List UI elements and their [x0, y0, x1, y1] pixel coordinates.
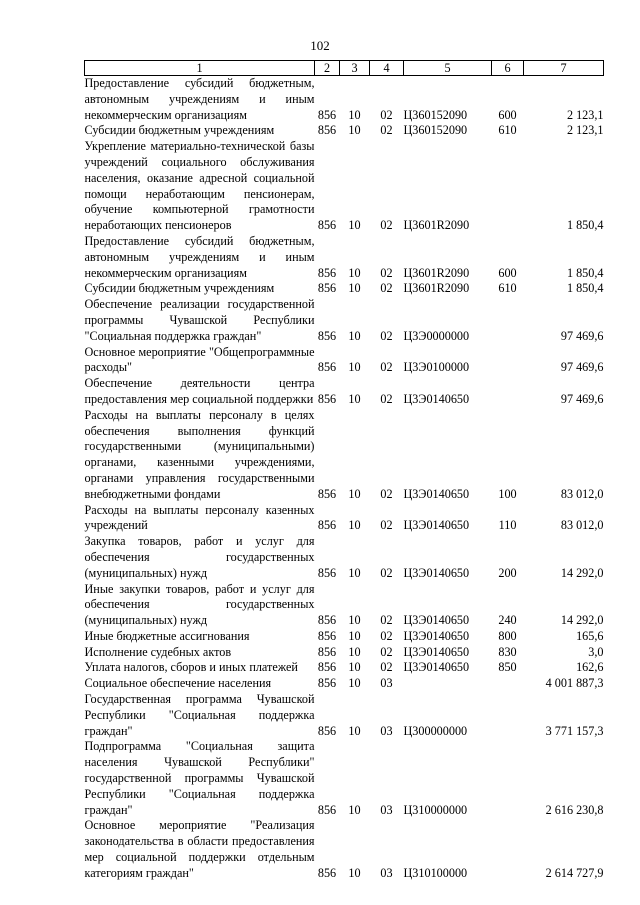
- table-row: [85, 503, 604, 535]
- row-name: Субсидии бюджетным учреждениям: [84, 281, 275, 296]
- row-section-code: 10: [348, 613, 361, 628]
- row-section-code: 10: [348, 281, 361, 296]
- row-expense-type-code: 800: [498, 628, 517, 643]
- row-grbs-code: 856: [317, 613, 337, 628]
- row-section-code: 10: [348, 486, 361, 501]
- table-row: [85, 534, 604, 581]
- row-expense-type-code: [492, 345, 524, 377]
- row-grbs-code: 856: [317, 628, 337, 643]
- row-name: Укрепление материально-технической базы учреждений социального обслуживания населения, оказание адресной социальной помощи неработающим пенсионерам, обучение компьютерной грамотности неработающих пенсионеров: [84, 139, 315, 233]
- table-row: [85, 234, 604, 281]
- row-target-article-code: Ц3601R2090: [403, 218, 470, 233]
- row-subsection-code: 03: [380, 802, 393, 817]
- row-name: Предоставление субсидий бюджетным, автономным учреждениям и иным некоммерческим организациям: [84, 76, 315, 122]
- row-amount: 165,6: [576, 628, 604, 643]
- row-section-code: 10: [348, 676, 361, 691]
- row-subsection-code: 02: [380, 518, 393, 533]
- row-target-article-code: Ц310000000: [403, 802, 468, 817]
- row-subsection-code: 02: [380, 391, 393, 406]
- table-row: [85, 692, 604, 739]
- row-target-article-code: Ц300000000: [403, 723, 468, 738]
- row-section-code: 10: [348, 723, 361, 738]
- table-row: [85, 660, 604, 676]
- table-row: [85, 376, 604, 408]
- row-section-code: 10: [348, 865, 361, 880]
- row-target-article-code: Ц360152090: [403, 123, 468, 138]
- row-amount: 162,6: [576, 660, 604, 675]
- table-row: [85, 582, 604, 629]
- column-number-header: [85, 61, 604, 76]
- row-amount: 2 614 727,9: [545, 865, 604, 880]
- column-header-5: 5: [404, 61, 492, 76]
- table-row: [85, 297, 604, 344]
- column-header-7: 7: [524, 61, 604, 76]
- row-section-code: 10: [348, 218, 361, 233]
- row-grbs-code: 856: [317, 565, 337, 580]
- row-amount: 14 292,0: [560, 565, 604, 580]
- row-target-article-code: Ц3Э0140650: [403, 628, 470, 643]
- row-grbs-code: 856: [317, 723, 337, 738]
- row-target-article-code: Ц3Э0140650: [403, 660, 470, 675]
- row-grbs-code: 856: [317, 676, 337, 691]
- row-section-code: 10: [348, 391, 361, 406]
- row-name: Исполнение судебных актов: [84, 644, 232, 659]
- row-section-code: 10: [348, 328, 361, 343]
- row-amount: 83 012,0: [560, 486, 604, 501]
- row-name: Иные бюджетные ассигнования: [84, 628, 250, 643]
- row-expense-type-code: [492, 297, 524, 344]
- row-name: Иные закупки товаров, работ и услуг для обеспечения государственных (муниципальных) нужд: [84, 581, 315, 628]
- table-row: [85, 281, 604, 297]
- row-target-article-code: Ц3Э0140650: [403, 518, 470, 533]
- row-name: Государственная программа Чувашской Республики "Социальная поддержка граждан": [84, 692, 315, 738]
- row-grbs-code: 856: [317, 107, 337, 122]
- column-header-2: 2: [315, 61, 340, 76]
- row-grbs-code: 856: [317, 265, 337, 280]
- row-target-article-code: Ц3Э0100000: [403, 360, 470, 375]
- row-amount: 1 850,4: [566, 281, 604, 296]
- row-grbs-code: 856: [317, 123, 337, 138]
- table-row: [85, 76, 604, 124]
- row-subsection-code: 02: [380, 265, 393, 280]
- row-expense-type-code: 110: [498, 518, 517, 533]
- table-row: [85, 739, 604, 818]
- row-section-code: 10: [348, 565, 361, 580]
- row-name: Уплата налогов, сборов и иных платежей: [84, 660, 298, 675]
- row-grbs-code: 856: [317, 660, 337, 675]
- row-subsection-code: 03: [380, 723, 393, 738]
- column-header-6: 6: [492, 61, 524, 76]
- row-expense-type-code: 240: [498, 613, 517, 628]
- row-amount: 4 001 887,3: [545, 676, 604, 691]
- row-target-article-code: Ц360152090: [403, 107, 468, 122]
- row-amount: 97 469,6: [560, 328, 604, 343]
- row-section-code: 10: [348, 265, 361, 280]
- row-expense-type-code: 850: [498, 660, 517, 675]
- table-row: [85, 123, 604, 139]
- row-grbs-code: 856: [317, 802, 337, 817]
- row-name: Основное мероприятие "Общепрограммные расходы": [84, 344, 315, 375]
- table-row: [85, 408, 604, 503]
- column-header-3: 3: [340, 61, 370, 76]
- row-subsection-code: 02: [380, 328, 393, 343]
- row-target-article-code: Ц310100000: [403, 865, 468, 880]
- row-grbs-code: 856: [317, 391, 337, 406]
- row-subsection-code: 02: [380, 628, 393, 643]
- row-amount: 83 012,0: [560, 518, 604, 533]
- row-grbs-code: 856: [317, 328, 337, 343]
- row-subsection-code: 02: [380, 360, 393, 375]
- row-grbs-code: 856: [317, 281, 337, 296]
- row-expense-type-code: 600: [498, 265, 517, 280]
- column-header-1: 1: [85, 61, 315, 76]
- row-expense-type-code: [492, 676, 524, 692]
- row-subsection-code: 02: [380, 565, 393, 580]
- row-expense-type-code: 830: [498, 644, 517, 659]
- row-target-article-code: Ц3601R2090: [403, 265, 470, 280]
- row-expense-type-code: [492, 376, 524, 408]
- row-amount: 2 123,1: [566, 123, 604, 138]
- row-grbs-code: 856: [317, 218, 337, 233]
- row-subsection-code: 03: [380, 676, 393, 691]
- row-target-article-code: Ц3Э0140650: [403, 486, 470, 501]
- row-name: Расходы на выплаты персоналу казенных учреждений: [84, 502, 315, 533]
- row-expense-type-code: [492, 139, 524, 234]
- row-expense-type-code: 610: [498, 123, 517, 138]
- row-grbs-code: 856: [317, 360, 337, 375]
- row-subsection-code: 02: [380, 644, 393, 659]
- row-amount: 2 123,1: [566, 107, 604, 122]
- row-subsection-code: 02: [380, 123, 393, 138]
- row-grbs-code: 856: [317, 644, 337, 659]
- row-subsection-code: 03: [380, 865, 393, 880]
- row-target-article-code: Ц3Э0140650: [403, 565, 470, 580]
- row-expense-type-code: [492, 692, 524, 739]
- table-row: [85, 676, 604, 692]
- row-section-code: 10: [348, 360, 361, 375]
- budget-table: [84, 60, 604, 882]
- row-section-code: 10: [348, 107, 361, 122]
- row-grbs-code: 856: [317, 518, 337, 533]
- row-expense-type-code: 200: [498, 565, 517, 580]
- row-amount: 1 850,4: [566, 218, 604, 233]
- row-subsection-code: 02: [380, 281, 393, 296]
- row-name: Обеспечение реализации государственной программы Чувашской Республики "Социальная поддержка граждан": [84, 297, 315, 343]
- row-expense-type-code: 100: [498, 486, 517, 501]
- row-target-article-code: Ц3Э0000000: [403, 328, 470, 343]
- row-amount: 2 616 230,8: [545, 802, 604, 817]
- row-name: Социальное обеспечение населения: [84, 676, 272, 691]
- row-target-article-code: Ц3601R2090: [403, 281, 470, 296]
- table-row: [85, 818, 604, 881]
- row-subsection-code: 02: [380, 486, 393, 501]
- row-target-article-code: Ц3Э0140650: [403, 391, 470, 406]
- page-number: 102: [310, 38, 330, 53]
- row-subsection-code: 02: [380, 660, 393, 675]
- row-name: Расходы на выплаты персоналу в целях обеспечения выполнения функций государственными (муниципальными) органами, казенными учреждениями, органами управления государственными внебюджетными фондами: [84, 407, 315, 501]
- row-expense-type-code: 600: [498, 107, 517, 122]
- row-section-code: 10: [348, 644, 361, 659]
- row-name: Предоставление субсидий бюджетным, автономным учреждениям и иным некоммерческим организациям: [84, 233, 315, 280]
- table-row: [85, 629, 604, 645]
- row-subsection-code: 02: [380, 107, 393, 122]
- row-expense-type-code: [492, 739, 524, 818]
- row-section-code: 10: [348, 628, 361, 643]
- row-section-code: 10: [348, 518, 361, 533]
- row-amount: 3,0: [588, 644, 604, 659]
- row-name: Закупка товаров, работ и услуг для обеспечения государственных (муниципальных) нужд: [84, 534, 315, 580]
- row-section-code: 10: [348, 802, 361, 817]
- row-amount: 3 771 157,3: [545, 723, 604, 738]
- row-target-article-code: Ц3Э0140650: [403, 613, 470, 628]
- table-row: [85, 139, 604, 234]
- column-header-4: 4: [370, 61, 404, 76]
- row-name: Основное мероприятие "Реализация законодательства в области предоставления мер социальной поддержки отдельным категориям граждан": [84, 818, 315, 880]
- row-name: Обеспечение деятельности центра предоставления мер социальной поддержки: [84, 376, 315, 406]
- row-grbs-code: 856: [317, 486, 337, 501]
- row-expense-type-code: 610: [498, 281, 517, 296]
- row-target-article-code: [404, 676, 492, 692]
- table-row: [85, 345, 604, 377]
- row-amount: 97 469,6: [560, 360, 604, 375]
- row-amount: 14 292,0: [560, 613, 604, 628]
- row-grbs-code: 856: [317, 865, 337, 880]
- row-subsection-code: 02: [380, 613, 393, 628]
- row-name: Подпрограмма "Социальная защита населения Чувашской Республики" государственной программы Чувашской Республики "Социальная поддержка граждан": [84, 739, 315, 817]
- row-amount: 97 469,6: [560, 391, 604, 406]
- row-section-code: 10: [348, 660, 361, 675]
- row-target-article-code: Ц3Э0140650: [403, 644, 470, 659]
- row-subsection-code: 02: [380, 218, 393, 233]
- row-section-code: 10: [348, 123, 361, 138]
- row-amount: 1 850,4: [566, 265, 604, 280]
- row-expense-type-code: [492, 818, 524, 881]
- row-name: Субсидии бюджетным учреждениям: [84, 123, 275, 138]
- table-row: [85, 645, 604, 661]
